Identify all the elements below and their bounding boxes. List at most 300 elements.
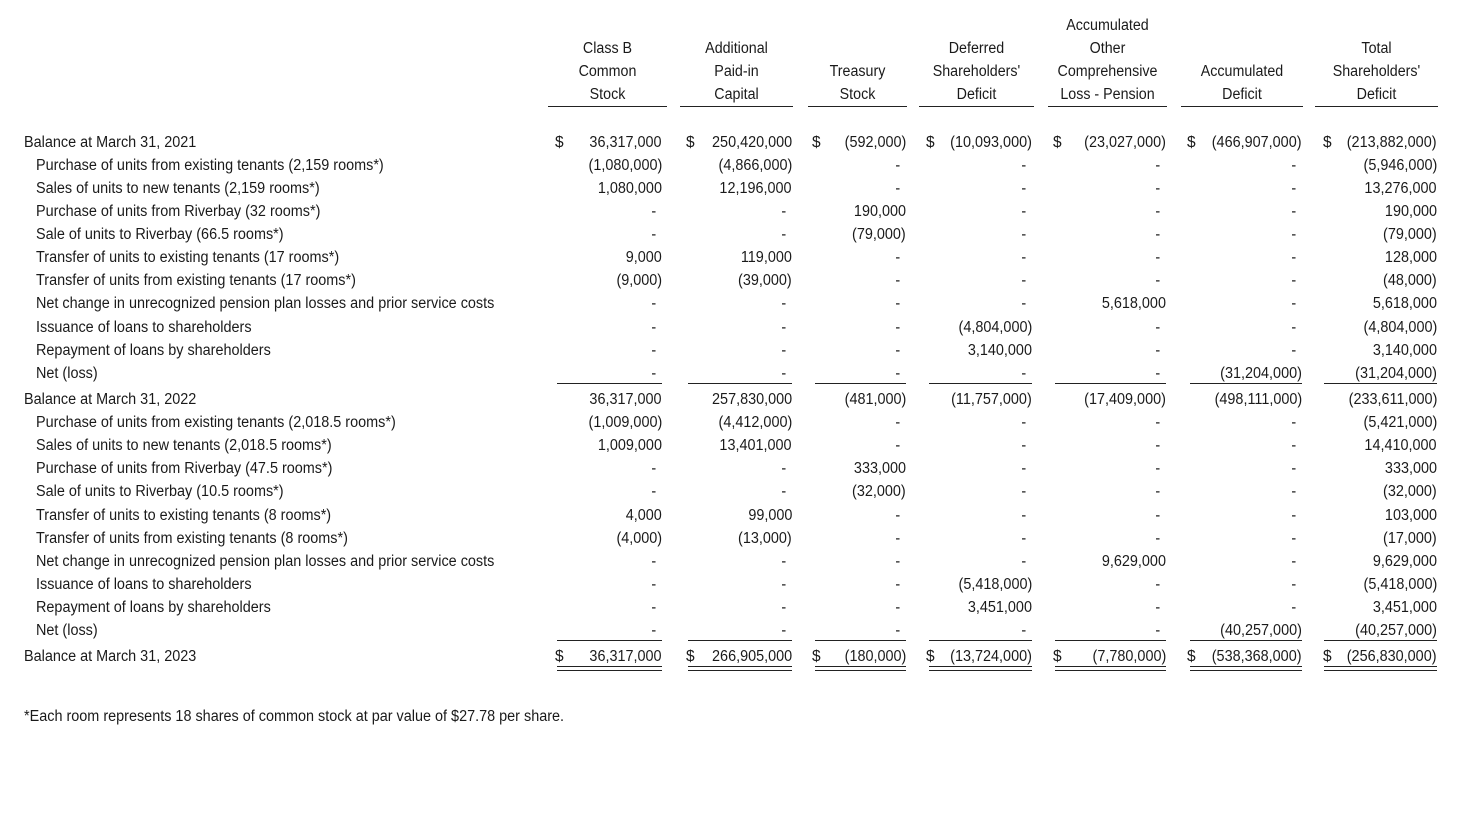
column-header-line: Shareholders' [932, 63, 1021, 80]
cell-value: - [895, 272, 900, 289]
cell-treasury [812, 388, 906, 411]
cell-value: (79,000) [1383, 226, 1437, 243]
column-header-line: Stock [839, 86, 876, 103]
cell-apic [686, 246, 792, 269]
cell-value: - [1021, 460, 1026, 477]
column-header-apic [685, 37, 789, 106]
cell-aocl [1053, 480, 1166, 503]
cell-value: 36,317,000 [589, 648, 662, 665]
cell-value: (1,009,000) [588, 414, 662, 431]
cell-value: (31,204,000) [1355, 365, 1437, 382]
cell-value: 128,000 [1384, 249, 1437, 266]
cell-class_b [555, 200, 662, 223]
cell-value: (32,000) [1383, 483, 1437, 500]
cell-aocl [1053, 200, 1166, 223]
cell-value: (17,000) [1383, 530, 1437, 547]
cell-aocl [1053, 131, 1166, 154]
cell-deferred [926, 154, 1032, 177]
cell-value: 9,629,000 [1372, 553, 1437, 570]
cell-aocl [1053, 223, 1166, 246]
cell-value: 103,000 [1384, 507, 1437, 524]
cell-apic [686, 316, 792, 339]
currency-symbol: $ [1323, 648, 1332, 665]
cell-aocl [1053, 596, 1166, 619]
table-row [0, 457, 1467, 480]
cell-acc_deficit [1187, 292, 1302, 315]
cell-value: 4,000 [625, 507, 662, 524]
cell-value: - [781, 622, 786, 639]
cell-total [1323, 527, 1437, 550]
cell-aocl [1053, 388, 1166, 411]
footnote: *Each room represents 18 shares of common stock at par value of $27.78 per share. [24, 708, 565, 725]
row-label: Transfer of units to existing tenants (8 rooms*) [36, 507, 332, 524]
cell-value: (13,724,000) [950, 648, 1032, 665]
cell-value: (5,946,000) [1363, 157, 1437, 174]
row-label: Purchase of units from existing tenants (2,159 rooms*) [36, 157, 384, 174]
cell-value: (4,804,000) [958, 319, 1032, 336]
currency-symbol: $ [686, 648, 695, 665]
cell-treasury [812, 619, 906, 642]
cell-value: 36,317,000 [589, 391, 662, 408]
cell-apic [686, 596, 792, 619]
cell-treasury [812, 573, 906, 596]
table-row [0, 269, 1467, 292]
cell-value: - [1021, 226, 1026, 243]
cell-value: - [1291, 180, 1296, 197]
row-label: Transfer of units from existing tenants (17 rooms*) [36, 272, 356, 289]
row-label: Purchase of units from Riverbay (32 rooms*) [36, 203, 321, 220]
cell-value: - [651, 576, 656, 593]
table-row [0, 223, 1467, 246]
cell-value: - [895, 295, 900, 312]
cell-aocl [1053, 411, 1166, 434]
cell-apic [686, 527, 792, 550]
cell-value: 1,080,000 [597, 180, 662, 197]
cell-total [1323, 269, 1437, 292]
cell-aocl [1053, 269, 1166, 292]
cell-value: 99,000 [747, 507, 792, 524]
cell-class_b [555, 596, 662, 619]
cell-total [1323, 362, 1437, 385]
cell-treasury [812, 292, 906, 315]
cell-value: - [895, 249, 900, 266]
cell-treasury [812, 246, 906, 269]
row-label: Sale of units to Riverbay (10.5 rooms*) [36, 483, 284, 500]
cell-deferred [926, 573, 1032, 596]
cell-value: - [1291, 249, 1296, 266]
cell-class_b [555, 246, 662, 269]
cell-value: - [1021, 180, 1026, 197]
column-header-acc_deficit [1186, 60, 1298, 106]
cell-value: (31,204,000) [1220, 365, 1302, 382]
cell-deferred [926, 434, 1032, 457]
cell-value: (256,830,000) [1347, 648, 1437, 665]
cell-value: - [1155, 622, 1160, 639]
cell-deferred [926, 131, 1032, 154]
cell-class_b [555, 573, 662, 596]
cell-value: - [895, 507, 900, 524]
cell-acc_deficit [1187, 362, 1302, 385]
column-header-line: Deficit [1356, 86, 1397, 103]
cell-class_b [555, 504, 662, 527]
cell-acc_deficit [1187, 154, 1302, 177]
cell-value: 190,000 [853, 203, 906, 220]
cell-value: - [895, 365, 900, 382]
cell-class_b [555, 223, 662, 246]
cell-value: 3,451,000 [1372, 599, 1437, 616]
cell-value: 3,451,000 [967, 599, 1032, 616]
cell-treasury [812, 596, 906, 619]
cell-acc_deficit [1187, 645, 1302, 668]
cell-apic [686, 177, 792, 200]
row-label: Net (loss) [36, 365, 98, 382]
cell-value: - [895, 180, 900, 197]
column-header-line: Shareholders' [1332, 63, 1421, 80]
cell-value: - [1021, 249, 1026, 266]
cell-value: - [651, 622, 656, 639]
column-header-line: Deficit [1222, 86, 1262, 103]
subtotal-rule [557, 383, 662, 384]
currency-symbol: $ [812, 134, 821, 151]
cell-value: (538,368,000) [1212, 648, 1302, 665]
cell-value: 333,000 [1384, 460, 1437, 477]
column-header-line: Capital [714, 86, 759, 103]
cell-deferred [926, 596, 1032, 619]
cell-aocl [1053, 292, 1166, 315]
cell-apic [686, 457, 792, 480]
subtotal-rule [815, 640, 906, 641]
cell-apic [686, 480, 792, 503]
cell-aocl [1053, 339, 1166, 362]
cell-value: - [651, 319, 656, 336]
currency-symbol: $ [926, 648, 935, 665]
row-label: Sales of units to new tenants (2,018.5 rooms*) [36, 437, 332, 454]
table-row [0, 246, 1467, 269]
cell-aocl [1053, 246, 1166, 269]
cell-class_b [555, 619, 662, 642]
cell-class_b [555, 411, 662, 434]
cell-apic [686, 223, 792, 246]
cell-treasury [812, 411, 906, 434]
currency-symbol: $ [1187, 648, 1196, 665]
row-label: Issuance of loans to shareholders [36, 319, 252, 336]
table-row [0, 596, 1467, 619]
cell-apic [686, 339, 792, 362]
cell-deferred [926, 339, 1032, 362]
cell-treasury [812, 527, 906, 550]
cell-aocl [1053, 573, 1166, 596]
cell-value: - [781, 342, 786, 359]
cell-apic [686, 619, 792, 642]
row-label: Net change in unrecognized pension plan losses and prior service costs [36, 553, 495, 570]
cell-value: - [1155, 180, 1160, 197]
cell-value: 9,000 [625, 249, 662, 266]
currency-symbol: $ [1187, 134, 1196, 151]
cell-deferred [926, 457, 1032, 480]
cell-acc_deficit [1187, 269, 1302, 292]
cell-value: - [651, 226, 656, 243]
cell-value: - [781, 483, 786, 500]
column-header-line: Deferred [948, 40, 1005, 57]
cell-value: 9,629,000 [1101, 553, 1166, 570]
cell-acc_deficit [1187, 339, 1302, 362]
cell-total [1323, 388, 1437, 411]
cell-aocl [1053, 527, 1166, 550]
currency-symbol: $ [686, 134, 695, 151]
cell-value: (233,611,000) [1348, 391, 1437, 408]
table-row [0, 550, 1467, 573]
column-header-underline [919, 106, 1034, 107]
row-label: Balance at March 31, 2021 [24, 134, 197, 151]
cell-value: (498,111,000) [1214, 391, 1302, 408]
row-label: Sale of units to Riverbay (66.5 rooms*) [36, 226, 284, 243]
cell-treasury [812, 434, 906, 457]
cell-value: - [1155, 342, 1160, 359]
cell-treasury [812, 645, 906, 668]
column-header-line: Total [1361, 40, 1392, 57]
cell-total [1323, 573, 1437, 596]
cell-aocl [1053, 316, 1166, 339]
subtotal-rule [1055, 383, 1166, 384]
column-header-underline [548, 106, 667, 107]
column-header-line: Treasury [829, 63, 886, 80]
total-double-rule [557, 666, 662, 671]
currency-symbol: $ [555, 134, 564, 151]
cell-value: - [1155, 365, 1160, 382]
row-label: Transfer of units to existing tenants (17 rooms*) [36, 249, 340, 266]
table-row [0, 619, 1467, 642]
cell-value: - [895, 319, 900, 336]
column-header-class_b [553, 37, 662, 106]
table-row [0, 645, 1467, 668]
cell-class_b [555, 292, 662, 315]
column-header-line: Other [1089, 40, 1126, 57]
subtotal-rule [1055, 640, 1166, 641]
table-row [0, 316, 1467, 339]
cell-aocl [1053, 154, 1166, 177]
cell-value: - [1291, 553, 1296, 570]
column-header-underline [808, 106, 907, 107]
subtotal-rule [929, 383, 1032, 384]
cell-value: - [895, 530, 900, 547]
cell-value: 119,000 [740, 249, 792, 266]
cell-value: 36,317,000 [589, 134, 662, 151]
subtotal-rule [1324, 383, 1437, 384]
table-row [0, 411, 1467, 434]
cell-treasury [812, 316, 906, 339]
cell-treasury [812, 154, 906, 177]
cell-acc_deficit [1187, 434, 1302, 457]
cell-total [1323, 645, 1437, 668]
cell-total [1323, 480, 1437, 503]
table-row [0, 177, 1467, 200]
subtotal-rule [557, 640, 662, 641]
cell-value: - [1155, 507, 1160, 524]
cell-value: (4,000) [616, 530, 662, 547]
cell-value: - [895, 437, 900, 454]
cell-value: - [1291, 437, 1296, 454]
cell-value: - [1155, 157, 1160, 174]
cell-value: - [895, 157, 900, 174]
column-header-treasury [812, 60, 903, 106]
cell-value: (481,000) [844, 391, 906, 408]
cell-apic [686, 200, 792, 223]
cell-value: - [1021, 530, 1026, 547]
cell-deferred [926, 362, 1032, 385]
cell-value: - [895, 622, 900, 639]
column-header-underline [1181, 106, 1303, 107]
cell-acc_deficit [1187, 573, 1302, 596]
subtotal-rule [688, 383, 792, 384]
cell-deferred [926, 177, 1032, 200]
column-header-line: Accumulated [1066, 17, 1149, 34]
cell-value: (7,780,000) [1092, 648, 1166, 665]
cell-value: (180,000) [844, 648, 906, 665]
cell-treasury [812, 504, 906, 527]
cell-deferred [926, 527, 1032, 550]
cell-value: - [1291, 460, 1296, 477]
cell-apic [686, 292, 792, 315]
cell-value: - [651, 203, 656, 220]
cell-value: - [1021, 483, 1026, 500]
cell-apic [686, 434, 792, 457]
cell-treasury [812, 200, 906, 223]
cell-value: - [781, 599, 786, 616]
cell-value: - [1291, 226, 1296, 243]
cell-value: 5,618,000 [1372, 295, 1437, 312]
cell-value: (4,866,000) [718, 157, 792, 174]
cell-value: - [1021, 437, 1026, 454]
cell-total [1323, 200, 1437, 223]
cell-deferred [926, 504, 1032, 527]
cell-value: - [895, 342, 900, 359]
cell-total [1323, 619, 1437, 642]
total-double-rule [1055, 666, 1166, 671]
subtotal-rule [1324, 640, 1437, 641]
cell-value: - [1291, 295, 1296, 312]
cell-treasury [812, 269, 906, 292]
cell-value: - [1291, 157, 1296, 174]
cell-apic [686, 645, 792, 668]
total-double-rule [929, 666, 1032, 671]
cell-acc_deficit [1187, 504, 1302, 527]
cell-value: (11,757,000) [951, 391, 1032, 408]
cell-value: - [1291, 319, 1296, 336]
cell-value: (5,418,000) [1363, 576, 1437, 593]
cell-aocl [1053, 645, 1166, 668]
cell-acc_deficit [1187, 527, 1302, 550]
cell-value: - [895, 599, 900, 616]
cell-apic [686, 154, 792, 177]
cell-value: - [781, 295, 786, 312]
cell-value: - [651, 553, 656, 570]
cell-value: - [1291, 530, 1296, 547]
cell-aocl [1053, 619, 1166, 642]
cell-value: - [895, 553, 900, 570]
cell-value: - [781, 553, 786, 570]
cell-value: 13,401,000 [719, 437, 792, 454]
cell-value: (23,027,000) [1084, 134, 1166, 151]
cell-value: - [1291, 272, 1296, 289]
cell-total [1323, 434, 1437, 457]
cell-value: - [781, 365, 786, 382]
cell-value: - [651, 460, 656, 477]
table-row [0, 200, 1467, 223]
cell-value: (13,000) [738, 530, 792, 547]
cell-apic [686, 411, 792, 434]
cell-apic [686, 504, 792, 527]
cell-value: (79,000) [852, 226, 906, 243]
cell-deferred [926, 619, 1032, 642]
cell-value: (32,000) [852, 483, 906, 500]
cell-treasury [812, 362, 906, 385]
cell-value: - [1155, 437, 1160, 454]
cell-class_b [555, 527, 662, 550]
cell-deferred [926, 269, 1032, 292]
cell-value: - [1021, 157, 1026, 174]
total-double-rule [815, 666, 906, 671]
cell-acc_deficit [1187, 388, 1302, 411]
cell-value: - [1155, 460, 1160, 477]
currency-symbol: $ [926, 134, 935, 151]
cell-acc_deficit [1187, 480, 1302, 503]
cell-value: - [1155, 530, 1160, 547]
cell-value: - [1155, 249, 1160, 266]
cell-class_b [555, 550, 662, 573]
cell-value: 3,140,000 [1372, 342, 1437, 359]
table-row [0, 339, 1467, 362]
cell-class_b [555, 269, 662, 292]
cell-value: - [1021, 507, 1026, 524]
table-row [0, 131, 1467, 154]
cell-aocl [1053, 362, 1166, 385]
cell-treasury [812, 177, 906, 200]
cell-apic [686, 573, 792, 596]
row-label: Balance at March 31, 2022 [24, 391, 197, 408]
total-double-rule [1324, 666, 1437, 671]
row-label: Transfer of units from existing tenants (8 rooms*) [36, 530, 348, 547]
cell-value: - [1155, 414, 1160, 431]
cell-value: 5,618,000 [1101, 295, 1166, 312]
cell-value: - [1021, 203, 1026, 220]
column-header-line: Stock [589, 86, 626, 103]
cell-value: 1,009,000 [597, 437, 662, 454]
cell-value: 13,276,000 [1364, 180, 1437, 197]
cell-class_b [555, 362, 662, 385]
row-label: Issuance of loans to shareholders [36, 576, 252, 593]
cell-total [1323, 154, 1437, 177]
cell-total [1323, 292, 1437, 315]
cell-acc_deficit [1187, 131, 1302, 154]
column-header-line: Accumulated [1200, 63, 1284, 80]
table-row [0, 573, 1467, 596]
column-header-line: Class B [582, 40, 633, 57]
subtotal-rule [815, 383, 906, 384]
currency-symbol: $ [555, 648, 564, 665]
cell-value: 3,140,000 [967, 342, 1032, 359]
cell-value: - [1291, 203, 1296, 220]
cell-aocl [1053, 504, 1166, 527]
table-row [0, 154, 1467, 177]
cell-class_b [555, 480, 662, 503]
column-header-line: Common [578, 63, 637, 80]
cell-total [1323, 550, 1437, 573]
cell-value: - [895, 414, 900, 431]
cell-apic [686, 550, 792, 573]
cell-deferred [926, 316, 1032, 339]
column-header-underline [1315, 106, 1438, 107]
cell-total [1323, 316, 1437, 339]
